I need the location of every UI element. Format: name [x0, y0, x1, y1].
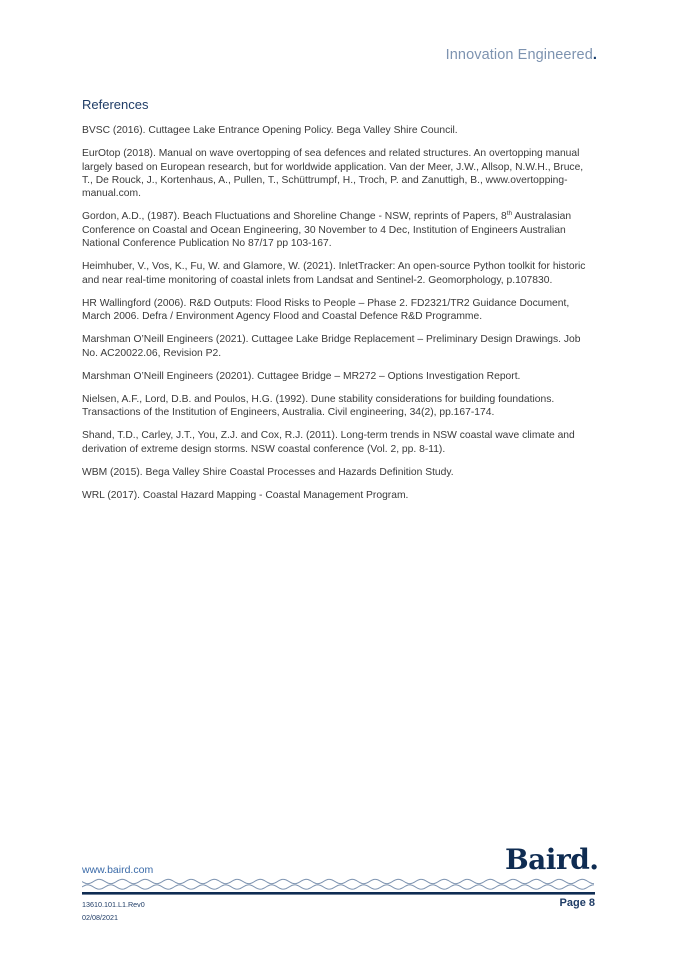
reference-item — [82, 124, 594, 137]
reference-text: Shand, T.D., Carley, J.T., You, Z.J. and Cox, R.J. (2011). Long-term trends in NSW coastal wave climate and derivation of extreme design storms. NSW coastal conference (Vol. 2, pp. 8-11). — [82, 430, 575, 455]
document-number: 13610.101.L1.Rev0 — [82, 900, 145, 909]
reference-item — [82, 333, 594, 360]
reference-superscript: th — [506, 210, 513, 218]
reference-item — [82, 297, 594, 324]
reference-item — [82, 370, 594, 383]
reference-item — [82, 466, 594, 479]
reference-text: WBM (2015). Bega Valley Shire Coastal Processes and Hazards Definition Study. — [82, 466, 454, 478]
reference-item — [82, 429, 594, 456]
reference-text: Nielsen, A.F., Lord, D.B. and Poulos, H.G. (1992). Dune stability considerations for building foundations. Transactions of the Institution of Engineers, Australia. Civil engineering, 34(2), pp.167-174. — [82, 393, 555, 419]
reference-text: Gordon, A.D., (1987). Beach Fluctuations and Shoreline Change - NSW, reprints of Papers, 8 — [82, 211, 507, 223]
reference-item — [82, 260, 594, 287]
reference-item — [82, 489, 594, 502]
references-heading: References — [82, 97, 149, 112]
document-date: 02/08/2021 — [82, 913, 118, 922]
reference-item — [82, 393, 594, 420]
references-list — [82, 124, 594, 512]
tagline-dot: . — [592, 47, 597, 63]
reference-text: EurOtop (2018). Manual on wave overtopping of sea defences and related structures. An overtopping manual largely based on European research, but for worldwide application. Van der Meer, J.W., Allsop, N.W.H., Bruce, T., De Rouck, J., Kortenhaus, A., Pullen, T., Schüttrumpf, H., Troch, P. and Zanuttigh, B., www.overtopping-manual.com. — [82, 148, 584, 200]
reference-text: Marshman O’Neill Engineers (2021). Cuttagee Lake Bridge Replacement – Preliminary Design Drawings. Job No. AC20022.06, Revision P2. — [82, 334, 581, 359]
reference-text: Heimhuber, V., Vos, K., Fu, W. and Glamore, W. (2021). InletTracker: An open-source Python toolkit for historic and near real-time monitoring of coastal inlets from Landsat and Sentinel-2. Geomorphology, p.107830. — [82, 261, 586, 286]
reference-text-continued: Australasian Conference on Coastal and Ocean Engineering, 30 November to 4 Dec, Institution of Engineers Australian National Conference Publication No 87/17 pp 103-167. — [82, 211, 572, 250]
wave-line-top — [82, 879, 594, 883]
page-number: Page 8 — [559, 897, 595, 909]
wave-divider — [82, 877, 595, 899]
footer-url-link[interactable]: www.baird.com — [82, 864, 154, 876]
reference-item — [82, 210, 594, 250]
wave-line-bottom — [82, 885, 594, 889]
header-tagline — [446, 47, 597, 63]
reference-text: WRL (2017). Coastal Hazard Mapping - Coastal Management Program. — [82, 490, 409, 501]
reference-item — [82, 147, 594, 201]
tagline-text: Innovation Engineered — [445, 47, 593, 63]
baird-logo: Baird. — [505, 843, 599, 876]
reference-text: HR Wallingford (2006). R&D Outputs: Flood Risks to People – Phase 2. FD2321/TR2 Guidance Document, March 2006. Defra / Environment Agency Flood and Coastal Defence R&D Programme. — [82, 297, 570, 323]
reference-text: BVSC (2016). Cuttagee Lake Entrance Opening Policy. Bega Valley Shire Council. — [82, 125, 458, 136]
wave-base-bar — [82, 892, 595, 895]
reference-text: Marshman O’Neill Engineers (20201). Cuttagee Bridge – MR272 – Options Investigation Report. — [82, 370, 521, 382]
